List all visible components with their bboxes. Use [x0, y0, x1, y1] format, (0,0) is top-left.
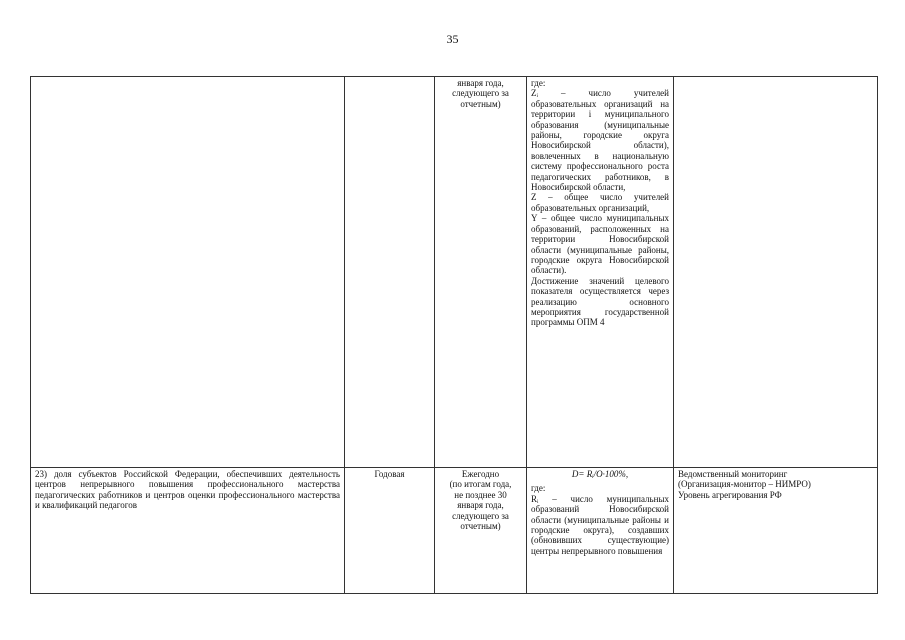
deadline-line: не позднее 30: [454, 489, 507, 500]
deadline-cell: [435, 468, 527, 594]
indicator-cell: [31, 77, 345, 468]
periodicity-cell: Годовая: [345, 468, 435, 594]
deadline-line: января года,: [457, 78, 504, 88]
deadline-line: Ежегодно: [461, 469, 500, 479]
method-paragraph: Достижение значений целевого показателя осуществляется через реализацию основного мероприятия государственной программы ОПМ 4: [531, 275, 669, 328]
source-line: Ведомственный мониторинг: [678, 469, 788, 479]
method-paragraph: Y – общее число муниципальных образований, расположенных на территории Новосибирской области (муниципальные районы, городские округа Новосибирской области).: [531, 213, 669, 276]
method-paragraph: Rᵢ – число муниципальных образований Новосибирской области (муниципальные районы и городские округа), создавших (обновивших существующие) центры непрерывного повышения: [531, 493, 669, 556]
periodicity-cell: [345, 77, 435, 468]
calculation-method-cell: [527, 468, 674, 594]
calculation-method-cell: [527, 77, 674, 468]
data-source-cell: [674, 468, 878, 594]
indicator-table: [30, 76, 878, 594]
data-source-cell: [674, 77, 878, 468]
source-line: Уровень агрегирования РФ: [678, 489, 782, 500]
deadline-line: января года,: [457, 500, 504, 511]
source-line: (Организация-монитор – НИМРО): [678, 479, 811, 490]
method-paragraph: где:: [531, 78, 546, 88]
deadline-line: отчетным): [460, 98, 501, 109]
method-paragraph: Z – общее число учителей образовательных организаций,: [531, 192, 669, 213]
deadline-line: следующего за: [452, 510, 509, 521]
deadline-line: (по итогам года,: [449, 479, 512, 490]
deadline-line: отчетным): [460, 521, 501, 532]
method-paragraph: где:: [531, 483, 546, 494]
formula: D= Rᵢ/O·100%,: [571, 469, 629, 479]
deadline-cell: [435, 77, 527, 468]
method-paragraph: Zᵢ – число учителей образовательных организаций на территории i муниципального образования (муниципальные районы, городские округа Новосибирской области), вовлеченных в национальную систему профессионального роста педагогических работников, в Новосибирской области,: [531, 88, 669, 193]
deadline-line: следующего за: [452, 88, 509, 99]
indicator-cell: 23) доля субъектов Российской Федерации, обеспечивших деятельность центров непрерывного повышения профессионального мастерства педагогических работников и центров оценки профессионального мастерства и квалификаций педагогов: [31, 468, 345, 594]
page-number: 35: [446, 32, 459, 46]
table-row: [31, 77, 878, 468]
table-row: [31, 468, 878, 594]
